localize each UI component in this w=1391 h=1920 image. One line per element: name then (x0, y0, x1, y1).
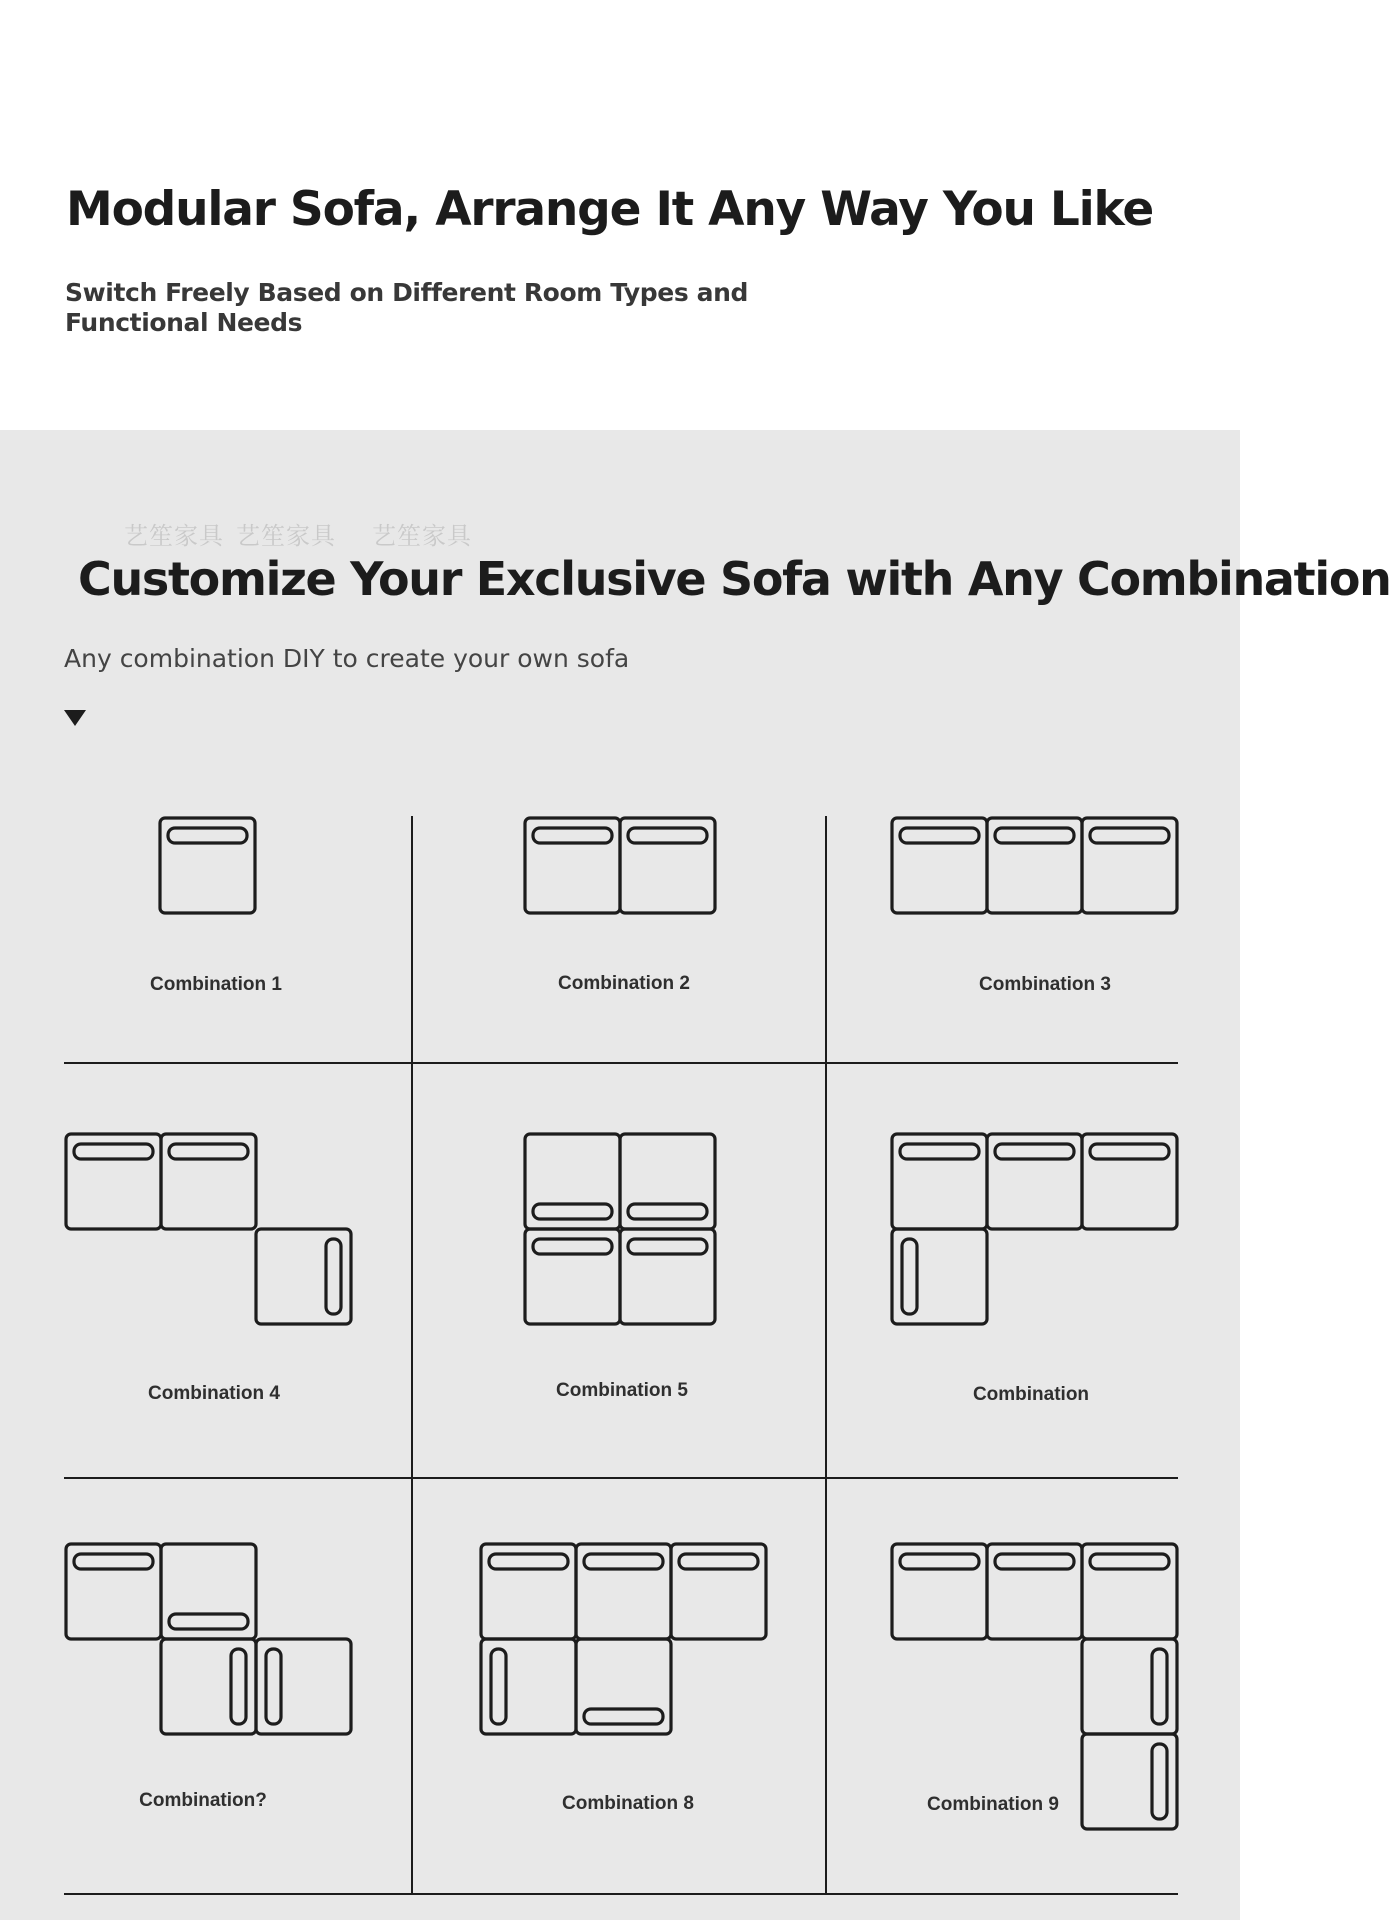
cushion-icon (1152, 1649, 1167, 1724)
combination-label: Combination 5 (556, 1380, 688, 1401)
cushion-icon (628, 828, 707, 843)
sofa-module-icon (987, 1134, 1082, 1229)
cushion-icon (1090, 1144, 1169, 1159)
sofa-module-icon (481, 1544, 576, 1639)
sofa-module-icon (1082, 1134, 1177, 1229)
cushion-icon (326, 1239, 341, 1314)
combination-diagram (160, 818, 255, 913)
cushion-icon (74, 1144, 153, 1159)
cushion-icon (900, 828, 979, 843)
sofa-module-icon (66, 1134, 161, 1229)
section-title: Customize Your Exclusive Sofa with Any Combination (78, 552, 1391, 606)
cushion-icon (902, 1239, 917, 1314)
cushion-icon (628, 1204, 707, 1219)
combination-label: Combination 8 (562, 1793, 694, 1814)
combination-diagram (525, 1134, 715, 1324)
sofa-module-icon (620, 1134, 715, 1229)
cushion-icon (584, 1709, 663, 1724)
cushion-icon (74, 1554, 153, 1569)
cushion-icon (995, 1554, 1074, 1569)
cushion-icon (169, 1614, 248, 1629)
cushion-icon (679, 1554, 758, 1569)
combination-diagram (892, 818, 1177, 913)
cushion-icon (995, 1144, 1074, 1159)
sofa-module-icon (620, 1229, 715, 1324)
sofa-module-icon (525, 1229, 620, 1324)
brand-watermark: 艺笙家具 (124, 522, 224, 550)
combination-label: Combination 1 (150, 974, 282, 995)
sofa-module-icon (892, 1134, 987, 1229)
combination-label: Combination 3 (979, 974, 1111, 995)
sofa-module-icon (892, 1544, 987, 1639)
combination-label: Combination 4 (148, 1383, 280, 1404)
cushion-icon (1090, 828, 1169, 843)
combination-label: Combination 9 (927, 1794, 1059, 1815)
cushion-icon (491, 1649, 506, 1724)
sofa-module-icon (987, 1544, 1082, 1639)
sofa-module-icon (671, 1544, 766, 1639)
sofa-module-icon (892, 818, 987, 913)
sofa-module-icon (987, 818, 1082, 913)
cushion-icon (266, 1649, 281, 1724)
sofa-module-icon (161, 1639, 256, 1734)
cushion-icon (1152, 1744, 1167, 1819)
sofa-module-icon (576, 1544, 671, 1639)
combination-label: Combination? (139, 1790, 267, 1811)
sofa-module-icon (66, 1544, 161, 1639)
section-subtitle: Any combination DIY to create your own sofa (64, 644, 630, 673)
cushion-icon (900, 1554, 979, 1569)
sofa-module-icon (161, 1544, 256, 1639)
combination-label: Combination 2 (558, 973, 690, 994)
cushion-icon (533, 828, 612, 843)
cushion-icon (533, 1204, 612, 1219)
sofa-module-icon (256, 1639, 351, 1734)
cushion-icon (995, 828, 1074, 843)
combination-diagram (66, 1134, 351, 1324)
brand-watermark: 艺笙家具 (236, 522, 336, 550)
cushion-icon (584, 1554, 663, 1569)
page-subtitle: Switch Freely Based on Different Room Types and Functional Needs (65, 278, 748, 337)
sofa-module-icon (576, 1639, 671, 1734)
sofa-module-icon (892, 1229, 987, 1324)
cushion-icon (489, 1554, 568, 1569)
combination-diagram (892, 1134, 1177, 1324)
sofa-module-icon (620, 818, 715, 913)
combination-diagram (892, 1544, 1177, 1829)
cushion-icon (168, 828, 247, 843)
sofa-module-icon (1082, 1639, 1177, 1734)
combination-diagram (66, 1544, 351, 1734)
sofa-module-icon (161, 1134, 256, 1229)
sofa-module-icon (1082, 1544, 1177, 1639)
cushion-icon (231, 1649, 246, 1724)
cushion-icon (169, 1144, 248, 1159)
sofa-module-icon (1082, 1734, 1177, 1829)
cushion-icon (628, 1239, 707, 1254)
cushion-icon (533, 1239, 612, 1254)
sofa-module-icon (160, 818, 255, 913)
cushion-icon (1090, 1554, 1169, 1569)
combination-diagram (525, 818, 715, 913)
cushion-icon (900, 1144, 979, 1159)
sofa-module-icon (1082, 818, 1177, 913)
sofa-module-icon (525, 1134, 620, 1229)
sofa-module-icon (256, 1229, 351, 1324)
page-title: Modular Sofa, Arrange It Any Way You Like (66, 182, 1153, 237)
combination-diagram (481, 1544, 766, 1734)
combination-label: Combination (972, 1384, 1090, 1405)
brand-watermark: 艺笙家具 (372, 522, 472, 550)
sofa-module-icon (481, 1639, 576, 1734)
sofa-module-icon (525, 818, 620, 913)
